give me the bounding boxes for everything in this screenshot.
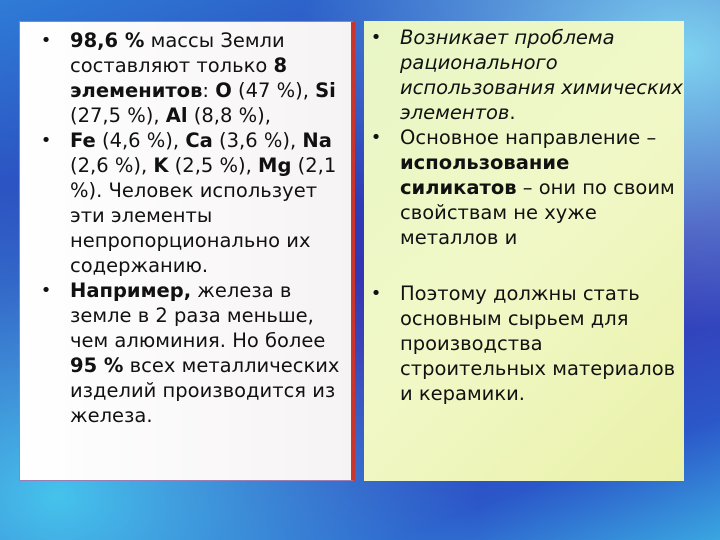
text-segment: : <box>202 79 216 102</box>
bullet-icon: • <box>40 30 52 51</box>
list-item <box>20 278 351 428</box>
text-segment: использование силикатов <box>400 151 570 199</box>
text-segment: Si <box>315 79 336 102</box>
text-segment: (3,6 %), <box>212 129 303 152</box>
bullet-icon: • <box>370 283 382 304</box>
text-segment: Возникает проблема рационального использования химических элементов <box>400 26 683 124</box>
text-segment: железа в земле в 2 раза меньше, чем алюминия. Но более <box>70 279 326 352</box>
text-segment: Основное направление – <box>400 126 657 149</box>
list-item <box>20 128 351 278</box>
text-segment: всех металлических изделий производится из железа. <box>70 354 340 427</box>
right-text-panel <box>364 21 684 481</box>
list-item <box>20 28 351 128</box>
text-segment: Al <box>165 104 188 127</box>
text-segment: (4,6 %), <box>95 129 186 152</box>
text-segment: (2,6 %), <box>70 154 154 177</box>
text-segment: Fe <box>70 129 96 152</box>
text-segment: 98,6 % <box>70 29 145 52</box>
left-bullet-list <box>20 22 351 428</box>
text-segment: Ca <box>185 129 213 152</box>
text-segment: 8 элеменитов <box>70 54 288 102</box>
text-segment: (27,5 %), <box>70 104 166 127</box>
text-segment: . <box>509 101 516 124</box>
text-segment: (47 %), <box>231 79 316 102</box>
left-text-panel <box>19 21 355 481</box>
text-segment: O <box>215 79 232 102</box>
bullet-icon: • <box>370 127 382 148</box>
text-segment: Поэтому должны стать основным сырьем для производства строительных материалов и керамики. <box>400 282 676 405</box>
text-segment: Например, <box>70 279 192 302</box>
bullet-icon: • <box>370 27 382 48</box>
right-bullet-list <box>364 21 684 406</box>
text-segment: – они по своим свойствам не хуже металлов и <box>400 176 675 249</box>
bullet-icon: • <box>40 280 52 301</box>
text-segment: (8,8 %), <box>187 104 271 127</box>
list-item <box>364 281 684 406</box>
list-item <box>364 25 684 125</box>
text-segment: (2,5 %), <box>168 154 259 177</box>
text-segment: Na <box>302 129 332 152</box>
list-item <box>364 125 684 250</box>
text-segment: массы Земли составляют только <box>70 29 285 77</box>
text-segment: K <box>153 154 169 177</box>
text-segment: (2,1 %). Человек использует эти элементы непропорционально их содержанию. <box>70 154 337 277</box>
bullet-icon: • <box>40 130 52 151</box>
text-segment: Mg <box>258 154 292 177</box>
text-segment: 95 % <box>70 354 124 377</box>
